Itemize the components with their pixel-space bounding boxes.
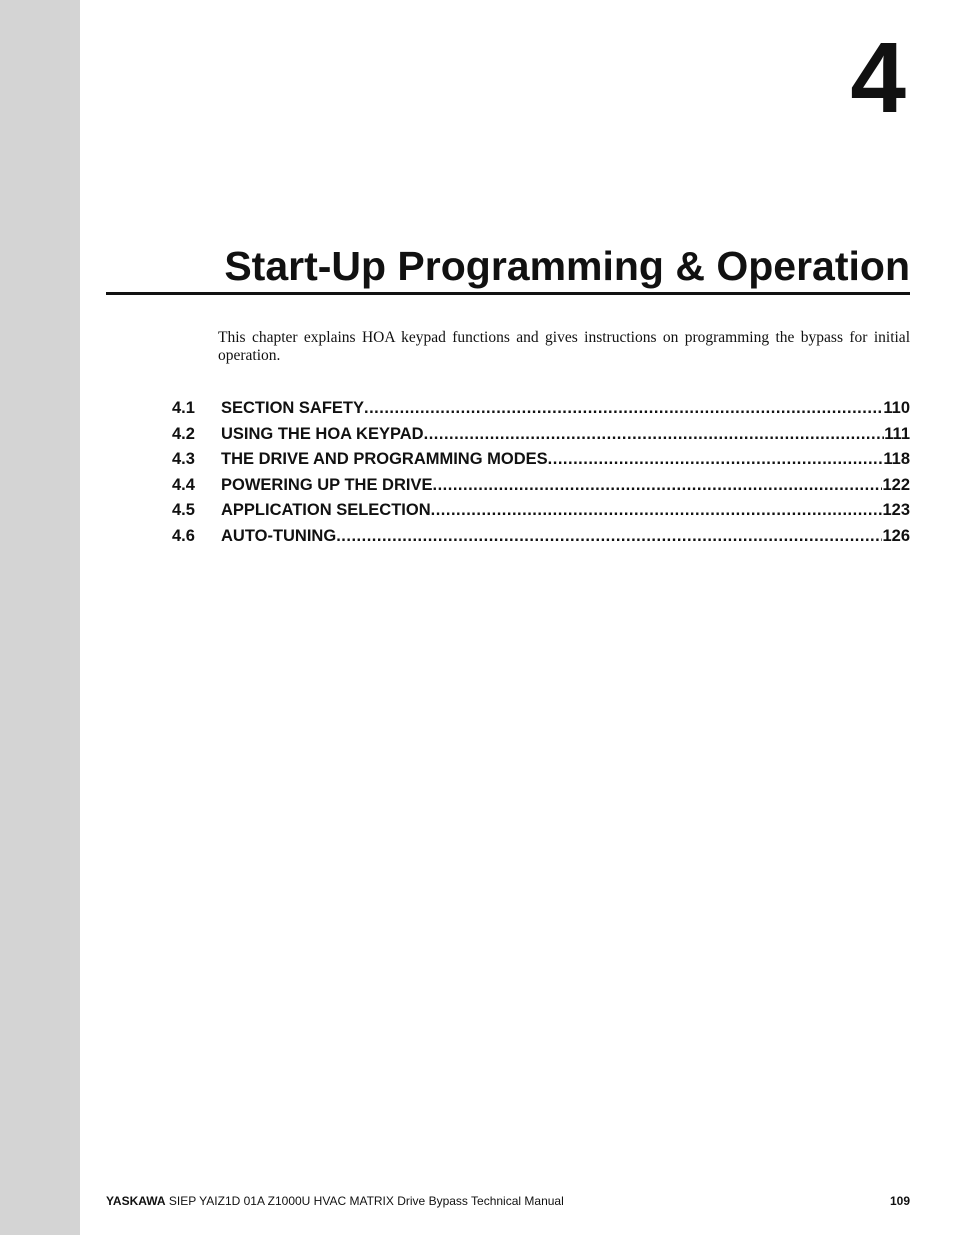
toc-dot-leader: [364, 399, 883, 418]
table-of-contents: [172, 399, 910, 552]
footer-manual-name: SIEP YAIZ1D 01A Z1000U HVAC MATRIX Drive Bypass Technical Manual: [168, 1194, 564, 1208]
toc-page-number: 122: [882, 475, 910, 494]
chapter-number: 4: [850, 22, 904, 134]
toc-dot-leader: [431, 501, 883, 520]
toc-entry-4-2[interactable]: [172, 425, 910, 451]
toc-page-number: 118: [883, 450, 910, 468]
toc-dot-leader: [336, 527, 882, 546]
toc-dot-leader: [432, 476, 882, 495]
toc-page-number: 111: [884, 424, 910, 443]
toc-section-title: AUTO-TUNING: [221, 526, 337, 545]
toc-section-title: POWERING UP THE DRIVE: [221, 475, 433, 494]
toc-section-title: APPLICATION SELECTION: [221, 501, 431, 519]
toc-section-number: 4.6: [172, 526, 195, 545]
footer-page-number: 109: [889, 1194, 910, 1208]
toc-section-number: 4.2: [172, 424, 195, 443]
toc-section-title: USING THE HOA KEYPAD: [221, 424, 424, 443]
chapter-intro: This chapter explains HOA keypad functions and gives instructions on programming the bypass for initial operation.: [218, 329, 910, 364]
toc-page-number: 126: [882, 526, 910, 545]
chapter-title: Start-Up Programming & Operation: [224, 243, 910, 289]
toc-dot-leader: [548, 450, 884, 469]
toc-entry-4-6[interactable]: [172, 527, 910, 553]
toc-entry-4-5[interactable]: [172, 501, 910, 527]
toc-page-number: 123: [882, 501, 910, 519]
toc-section-number: 4.4: [172, 475, 195, 494]
toc-entry-4-3[interactable]: [172, 450, 910, 476]
toc-entry-4-1[interactable]: [172, 399, 910, 425]
footer-manual-title: [106, 1194, 564, 1208]
toc-section-number: 4.1: [172, 399, 195, 417]
toc-section-number: 4.3: [172, 450, 195, 468]
toc-entry-4-4[interactable]: [172, 476, 910, 502]
footer-brand: YASKAWA: [106, 1194, 166, 1208]
toc-dot-leader: [424, 425, 885, 444]
page-footer: [106, 1194, 910, 1208]
toc-section-number: 4.5: [172, 501, 195, 519]
title-rule: [106, 292, 910, 295]
toc-section-title: SECTION SAFETY: [221, 399, 365, 417]
toc-page-number: 110: [883, 399, 910, 417]
toc-section-title: THE DRIVE AND PROGRAMMING MODES: [221, 450, 548, 468]
side-margin-band: [0, 0, 80, 1235]
